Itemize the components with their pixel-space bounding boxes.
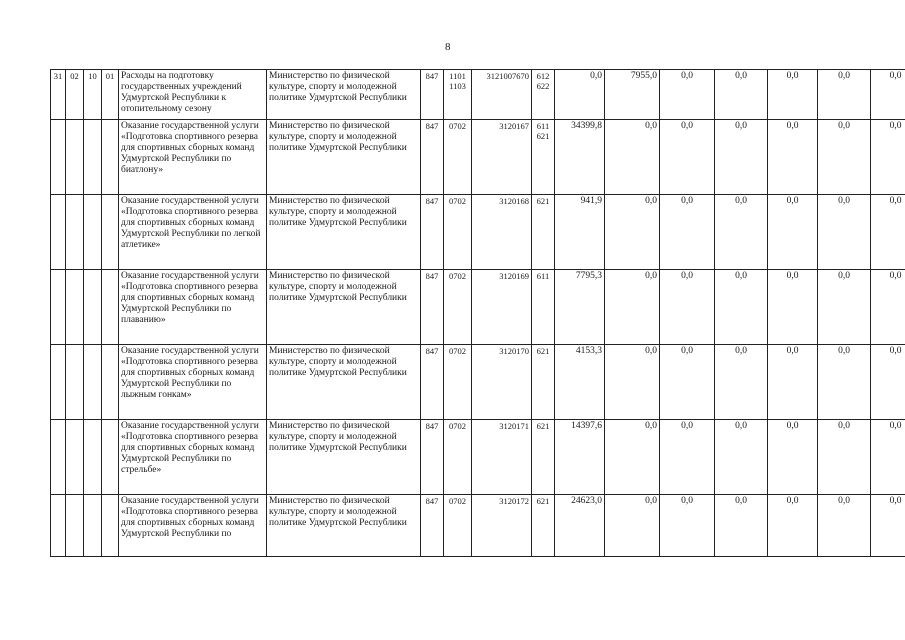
- value-3-cell: 0,0: [660, 195, 715, 270]
- code-3-cell: [84, 420, 102, 495]
- value-1-cell: 4153,3: [555, 345, 605, 420]
- value-2-cell: 0,0: [605, 495, 660, 557]
- code-3-cell: [84, 120, 102, 195]
- value-3-cell: 0,0: [660, 70, 715, 120]
- ministry-cell: Министерство по физической культуре, спорту и молодежной политике Удмуртской Республики: [267, 70, 421, 120]
- value-2-cell: 0,0: [605, 195, 660, 270]
- vr-cell: 621: [532, 495, 555, 557]
- grbs-cell: 847: [421, 270, 444, 345]
- csr-cell: 3120170: [472, 345, 532, 420]
- value-5-cell: 0,0: [768, 195, 818, 270]
- value-7-cell: 0,0: [871, 195, 905, 270]
- code-1-cell: [51, 195, 66, 270]
- code-1-cell: [51, 420, 66, 495]
- table-row: [51, 120, 905, 195]
- code-4-cell: [102, 195, 119, 270]
- code-3-cell: [84, 495, 102, 557]
- value-5-cell: 0,0: [768, 345, 818, 420]
- table-row: [51, 70, 905, 120]
- grbs-cell: 847: [421, 345, 444, 420]
- budget-table: [50, 69, 905, 557]
- value-2-cell: 0,0: [605, 270, 660, 345]
- rzpr-cell: 0702: [444, 420, 472, 495]
- ministry-cell: Министерство по физической культуре, спорту и молодежной политике Удмуртской Республики: [267, 420, 421, 495]
- activity-name-cell: Оказание государственной услуги «Подготовка спортивного резерва для спортивных сборных команд Удмуртской Республики по плаванию»: [119, 270, 267, 345]
- code-2-cell: [66, 195, 84, 270]
- value-4-cell: 0,0: [715, 70, 768, 120]
- csr-cell: 3120167: [472, 120, 532, 195]
- value-7-cell: 0,0: [871, 420, 905, 495]
- activity-name-cell: Оказание государственной услуги «Подготовка спортивного резерва для спортивных сборных команд Удмуртской Республики по лыжным гонкам»: [119, 345, 267, 420]
- code-1-cell: [51, 120, 66, 195]
- code-4-cell: [102, 120, 119, 195]
- rzpr-cell: 1101 1103: [444, 70, 472, 120]
- value-3-cell: 0,0: [660, 345, 715, 420]
- value-2-cell: 7955,0: [605, 70, 660, 120]
- vr-cell: 621: [532, 420, 555, 495]
- table-row: [51, 195, 905, 270]
- code-4-cell: [102, 270, 119, 345]
- value-6-cell: 0,0: [818, 270, 871, 345]
- value-3-cell: 0,0: [660, 120, 715, 195]
- code-2-cell: 02: [66, 70, 84, 120]
- value-5-cell: 0,0: [768, 70, 818, 120]
- code-1-cell: [51, 345, 66, 420]
- value-3-cell: 0,0: [660, 420, 715, 495]
- code-2-cell: [66, 495, 84, 557]
- value-4-cell: 0,0: [715, 270, 768, 345]
- code-2-cell: [66, 120, 84, 195]
- vr-cell: 612 622: [532, 70, 555, 120]
- code-4-cell: [102, 420, 119, 495]
- value-4-cell: 0,0: [715, 345, 768, 420]
- code-4-cell: [102, 495, 119, 557]
- code-3-cell: [84, 195, 102, 270]
- value-5-cell: 0,0: [768, 420, 818, 495]
- value-1-cell: 34399,8: [555, 120, 605, 195]
- code-2-cell: [66, 420, 84, 495]
- value-7-cell: 0,0: [871, 120, 905, 195]
- value-1-cell: 14397,6: [555, 420, 605, 495]
- value-6-cell: 0,0: [818, 495, 871, 557]
- value-7-cell: 0,0: [871, 345, 905, 420]
- activity-name-cell: Оказание государственной услуги «Подготовка спортивного резерва для спортивных сборных команд Удмуртской Республики по биатлону»: [119, 120, 267, 195]
- table-row: [51, 420, 905, 495]
- table-row: [51, 495, 905, 557]
- value-2-cell: 0,0: [605, 345, 660, 420]
- table-row: [51, 270, 905, 345]
- value-6-cell: 0,0: [818, 120, 871, 195]
- csr-cell: 3121007670: [472, 70, 532, 120]
- value-1-cell: 7795,3: [555, 270, 605, 345]
- rzpr-cell: 0702: [444, 345, 472, 420]
- value-1-cell: 941,9: [555, 195, 605, 270]
- value-4-cell: 0,0: [715, 195, 768, 270]
- rzpr-cell: 0702: [444, 495, 472, 557]
- code-4-cell: [102, 345, 119, 420]
- value-5-cell: 0,0: [768, 120, 818, 195]
- ministry-cell: Министерство по физической культуре, спорту и молодежной политике Удмуртской Республики: [267, 195, 421, 270]
- csr-cell: 3120171: [472, 420, 532, 495]
- rzpr-cell: 0702: [444, 120, 472, 195]
- value-7-cell: 0,0: [871, 495, 905, 557]
- csr-cell: 3120168: [472, 195, 532, 270]
- code-1-cell: [51, 270, 66, 345]
- value-4-cell: 0,0: [715, 120, 768, 195]
- value-6-cell: 0,0: [818, 345, 871, 420]
- value-4-cell: 0,0: [715, 420, 768, 495]
- ministry-cell: Министерство по физической культуре, спорту и молодежной политике Удмуртской Республики: [267, 495, 421, 557]
- grbs-cell: 847: [421, 420, 444, 495]
- value-1-cell: 24623,0: [555, 495, 605, 557]
- grbs-cell: 847: [421, 195, 444, 270]
- activity-name-cell: Оказание государственной услуги «Подготовка спортивного резерва для спортивных сборных команд Удмуртской Республики по легкой атлетике»: [119, 195, 267, 270]
- csr-cell: 3120169: [472, 270, 532, 345]
- ministry-cell: Министерство по физической культуре, спорту и молодежной политике Удмуртской Республики: [267, 120, 421, 195]
- code-3-cell: [84, 270, 102, 345]
- value-6-cell: 0,0: [818, 195, 871, 270]
- code-3-cell: 10: [84, 70, 102, 120]
- value-6-cell: 0,0: [818, 70, 871, 120]
- grbs-cell: 847: [421, 120, 444, 195]
- value-3-cell: 0,0: [660, 495, 715, 557]
- value-7-cell: 0,0: [871, 270, 905, 345]
- grbs-cell: 847: [421, 495, 444, 557]
- activity-name-cell: Оказание государственной услуги «Подготовка спортивного резерва для спортивных сборных команд Удмуртской Республики по стрельбе»: [119, 420, 267, 495]
- page-number: 8: [445, 41, 451, 53]
- grbs-cell: 847: [421, 70, 444, 120]
- value-4-cell: 0,0: [715, 495, 768, 557]
- code-2-cell: [66, 270, 84, 345]
- csr-cell: 3120172: [472, 495, 532, 557]
- vr-cell: 611: [532, 270, 555, 345]
- value-2-cell: 0,0: [605, 120, 660, 195]
- ministry-cell: Министерство по физической культуре, спорту и молодежной политике Удмуртской Республики: [267, 345, 421, 420]
- value-3-cell: 0,0: [660, 270, 715, 345]
- code-3-cell: [84, 345, 102, 420]
- code-1-cell: [51, 495, 66, 557]
- code-2-cell: [66, 345, 84, 420]
- value-5-cell: 0,0: [768, 270, 818, 345]
- ministry-cell: Министерство по физической культуре, спорту и молодежной политике Удмуртской Республики: [267, 270, 421, 345]
- activity-name-cell: Оказание государственной услуги «Подготовка спортивного резерва для спортивных сборных команд Удмуртской Республики по: [119, 495, 267, 557]
- value-6-cell: 0,0: [818, 420, 871, 495]
- vr-cell: 621: [532, 345, 555, 420]
- value-2-cell: 0,0: [605, 420, 660, 495]
- rzpr-cell: 0702: [444, 195, 472, 270]
- value-7-cell: 0,0: [871, 70, 905, 120]
- code-4-cell: 01: [102, 70, 119, 120]
- vr-cell: 621: [532, 195, 555, 270]
- value-5-cell: 0,0: [768, 495, 818, 557]
- vr-cell: 611 621: [532, 120, 555, 195]
- code-1-cell: 31: [51, 70, 66, 120]
- table-row: [51, 345, 905, 420]
- rzpr-cell: 0702: [444, 270, 472, 345]
- activity-name-cell: Расходы на подготовку государственных учреждений Удмуртской Республики к отопительному сезону: [119, 70, 267, 120]
- value-1-cell: 0,0: [555, 70, 605, 120]
